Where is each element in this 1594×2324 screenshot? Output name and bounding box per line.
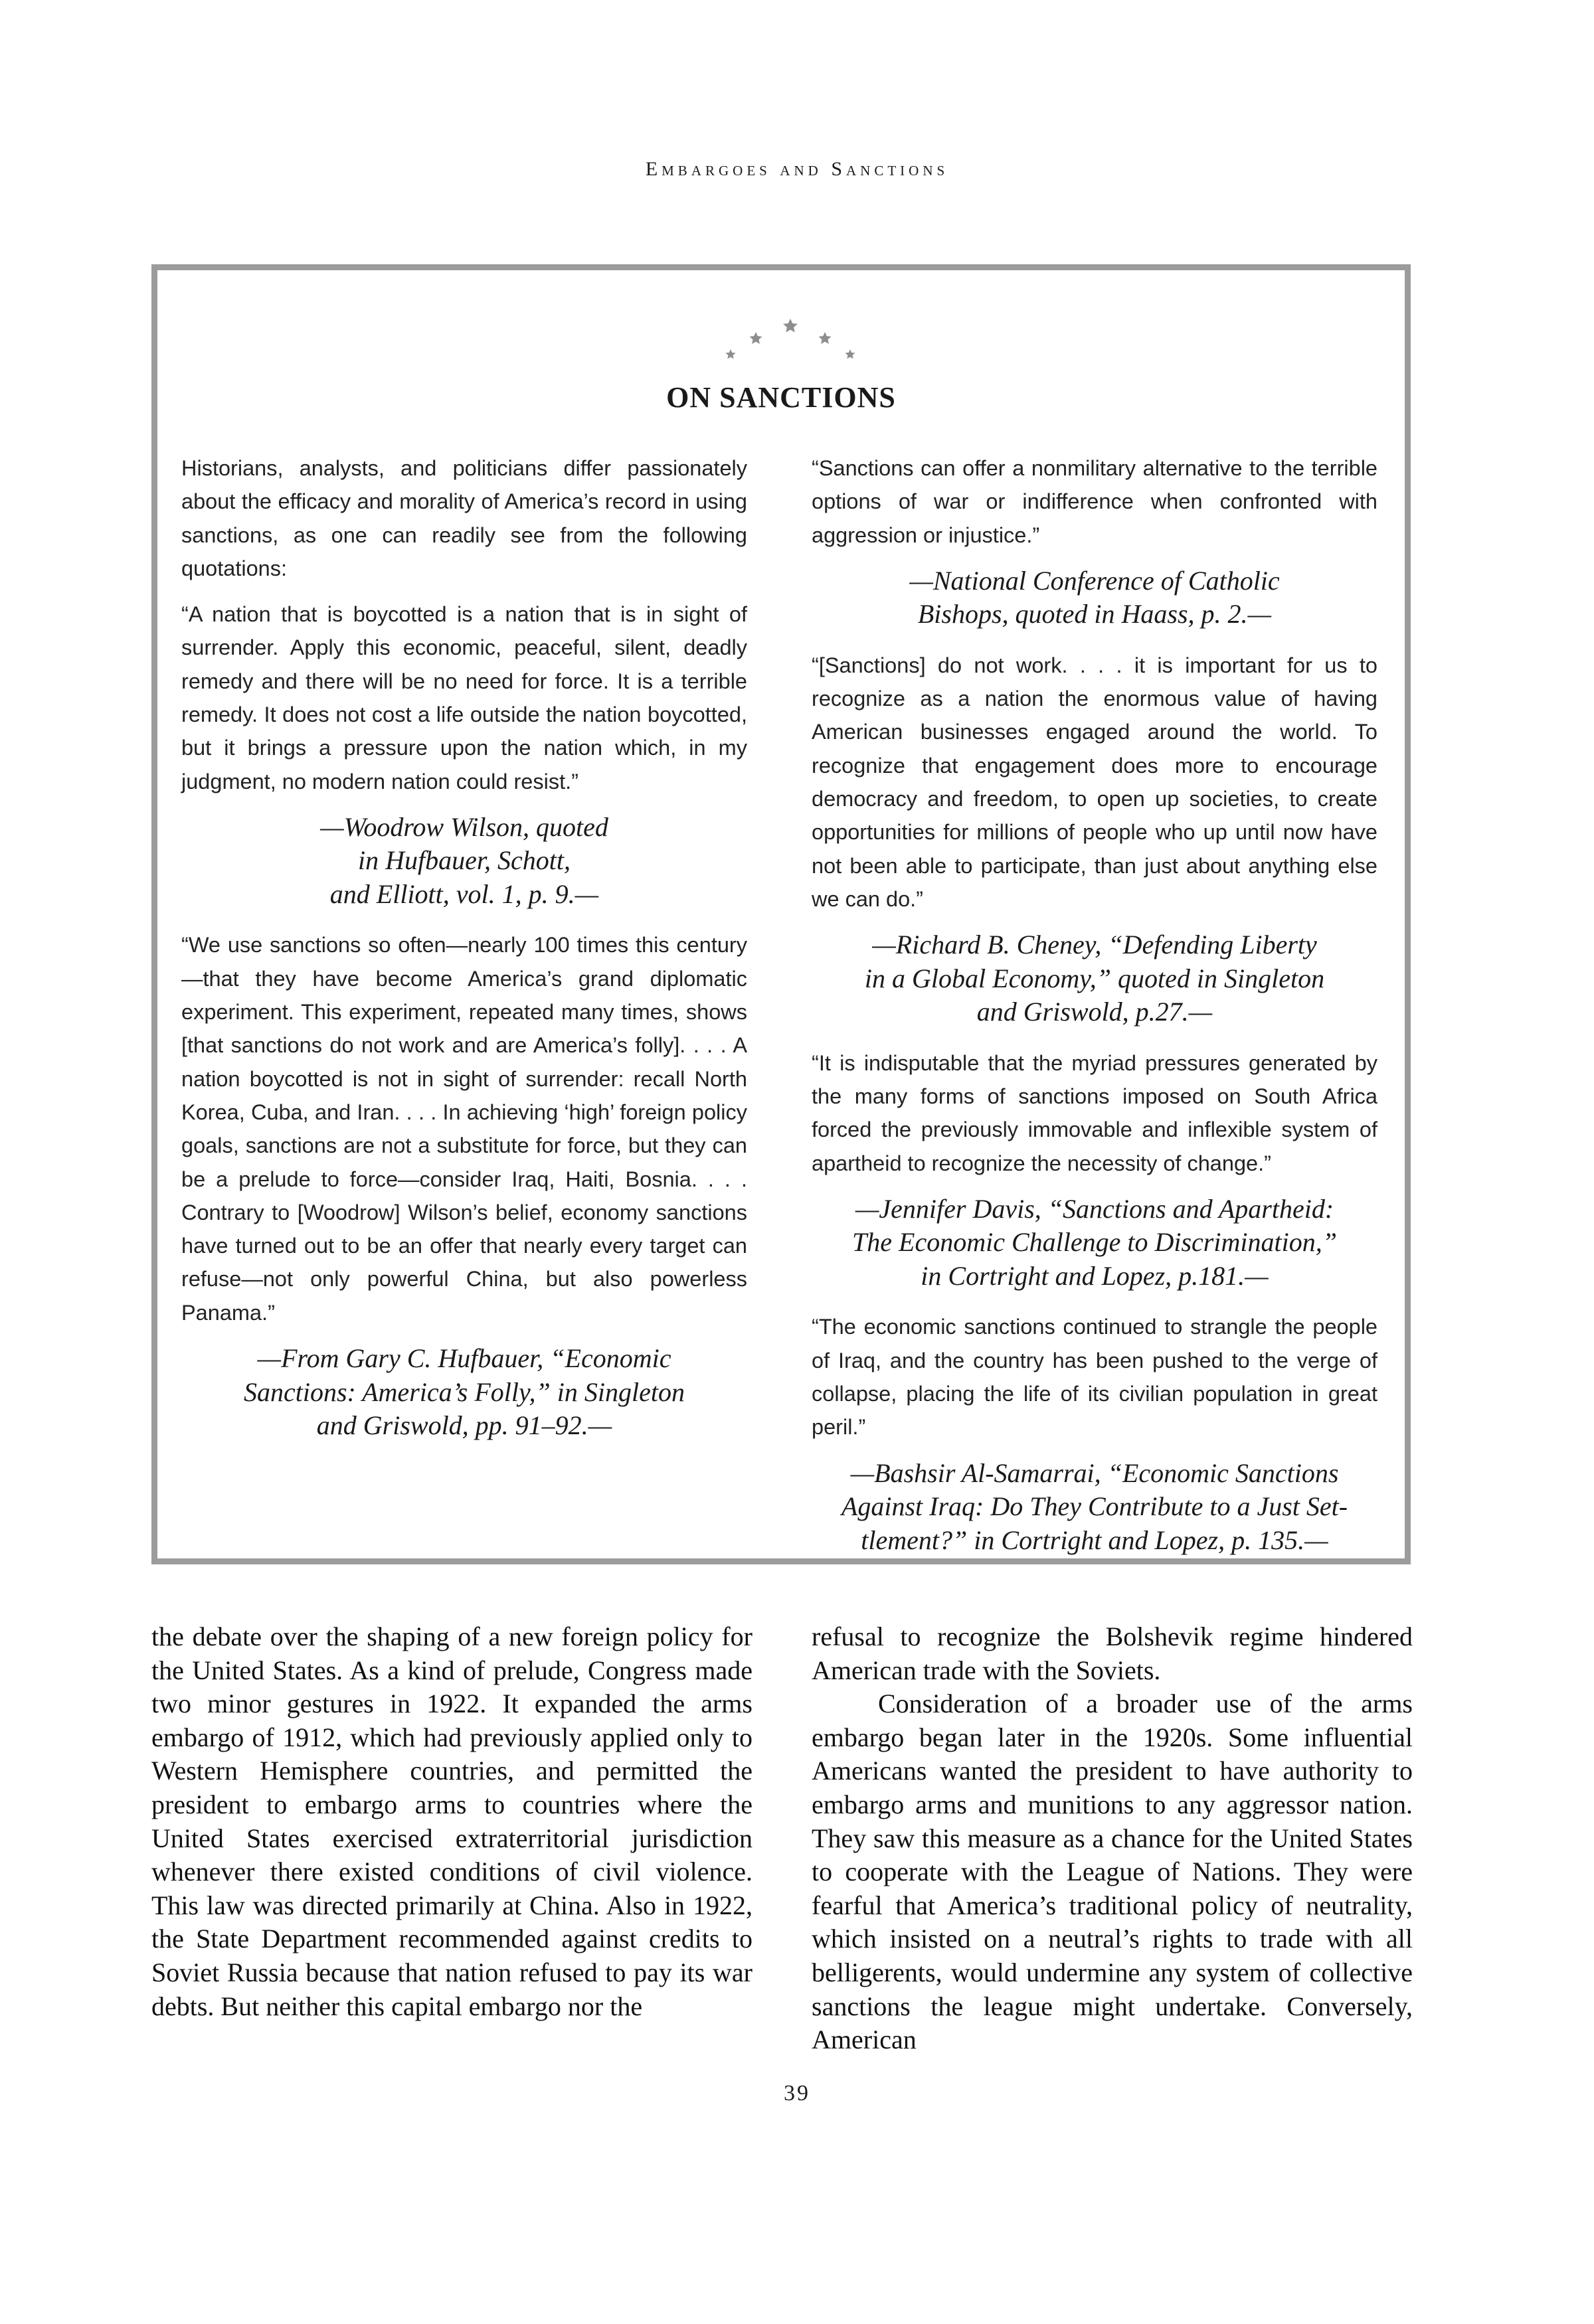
attribution-line: Sanctions: America’s Folly,” in Singleton — [243, 1376, 685, 1407]
attribution-line: in Hufbauer, Schott, — [358, 845, 571, 876]
attribution-line: tlement?” in Cortright and Lopez, p. 135.— — [861, 1525, 1328, 1555]
stars-ornament-icon — [724, 317, 857, 364]
quote-text: “Sanctions can offer a nonmilitary alternative to the terrible options of war or indifference when confronted with aggression or injustice.” — [812, 456, 1377, 547]
sidebar-title: ON SANCTIONS — [666, 381, 896, 414]
attribution-line: and Elliott, vol. 1, p. 9.— — [329, 878, 599, 909]
quote-attribution — [812, 564, 1377, 631]
sidebar-intro: Historians, analysts, and politicians differ passionately about the efficacy and morality of America’s record in using sanctions, as one can readily see from the following quotations: — [181, 456, 747, 580]
body-right-column — [812, 1620, 1413, 2057]
quote-attribution — [812, 1457, 1377, 1558]
body-paragraph: Consideration of a broader use of the arms embargo began later in the 1920s. Some influential Americans wanted the president to have authority to embargo arms and munitions to any aggressor nation. They saw this measure as a chance for the United States to cooperate with the League of Nations. They were fearful that America’s traditional policy of neutrality, which insisted on a neutral’s rights to trade with all belligerents, would undermine any system of collective sanctions the league might undertake. Conversely, American — [812, 1689, 1413, 2055]
body-left-column — [151, 1620, 753, 2023]
quote-attribution — [812, 928, 1377, 1029]
attribution-line: —Bashsir Al-Samarrai, “Economic Sanctions — [850, 1457, 1339, 1488]
quote-text: “It is indisputable that the myriad pressures generated by the many forms of sanctions imposed on South Africa forced the previously immovable and inflexible system of apartheid to recognize the necessity of change.” — [812, 1050, 1377, 1175]
attribution-line: and Griswold, p.27.— — [976, 997, 1213, 1027]
body-paragraph: the debate over the shaping of a new foreign policy for the United States. As a kind of prelude, Congress made two minor gestures in 1922. It expanded the arms embargo of 1912, which had previously applied only to Western Hemisphere countries, and permitted the president to embargo arms to countries where the United States exercised extraterritorial jurisdiction whenever there existed conditions of civil violence. This law was directed primarily at China. Also in 1922, the State Department recommended against credits to Soviet Russia because that nation refused to pay its war debts. But neither this capital embargo nor the — [151, 1621, 753, 2021]
quote-attribution — [181, 1342, 747, 1443]
quote-text: “We use sanctions so often—nearly 100 times this century—that they have become America’s grand diplomatic experiment. This experiment, repeated many times, shows [that sanctions do not work and are America’s folly]. . . . A nation boycotted is not in sight of surrender: recall North Korea, Cuba, and Iran. . . . In achieving ‘high’ foreign policy goals, sanctions are not a substitute for force, but they can be a prelude to force—consider Iraq, Haiti, Bosnia. . . . Contrary to [Woodrow] Wilson’s belief, economy sanctions have turned out to be an offer that nearly every target can refuse—not only powerful China, but also powerless Panama.” — [181, 933, 747, 1325]
attribution-line: Against Iraq: Do They Contribute to a Just Set- — [841, 1491, 1348, 1522]
attribution-line: —Richard B. Cheney, “Defending Liberty — [872, 930, 1317, 960]
quote-text: “A nation that is boycotted is a nation that is in sight of surrender. Apply this economic, peaceful, silent, deadly remedy and there will be no need for force. It is a terrible remedy. It does not cost a life outside the nation boycotted, but it brings a pressure upon the nation which, in my judgment, no modern nation could resist.” — [181, 602, 747, 793]
attribution-line: and Griswold, pp. 91–92.— — [316, 1410, 612, 1441]
attribution-line: —National Conference of Catholic — [909, 565, 1280, 596]
attribution-line: —From Gary C. Hufbauer, “Economic — [257, 1343, 671, 1374]
sidebar-right-column — [812, 452, 1377, 1574]
attribution-line: in a Global Economy,” quoted in Singleton — [864, 963, 1325, 993]
running-head: Embargoes and Sanctions — [645, 158, 949, 180]
sidebar-left-column — [181, 452, 747, 1460]
page-number: 39 — [784, 2081, 810, 2106]
quote-text: “[Sanctions] do not work. . . . it is important for us to recognize as a nation the enormous value of having American businesses engaged around the world. To recognize that engagement does more to encourage democracy and freedom, to open up societies, to create opportunities for millions of people who up until now have not been able to participate, than just about anything else we can do.” — [812, 653, 1377, 911]
attribution-line: —Woodrow Wilson, quoted — [320, 811, 608, 842]
quote-attribution — [181, 811, 747, 912]
quote-text: “The economic sanctions continued to strangle the people of Iraq, and the country has been pushed to the verge of collapse, placing the life of its civilian population in great peril.” — [812, 1315, 1377, 1440]
attribution-line: Bishops, quoted in Haass, p. 2.— — [917, 599, 1272, 629]
attribution-line: —Jennifer Davis, “Sanctions and Apartheid: — [855, 1193, 1334, 1224]
attribution-line: The Economic Challenge to Discrimination,” — [852, 1227, 1337, 1258]
quote-attribution — [812, 1193, 1377, 1293]
attribution-line: in Cortright and Lopez, p.181.— — [921, 1260, 1269, 1291]
body-paragraph: refusal to recognize the Bolshevik regime hindered American trade with the Soviets. — [812, 1621, 1413, 1685]
